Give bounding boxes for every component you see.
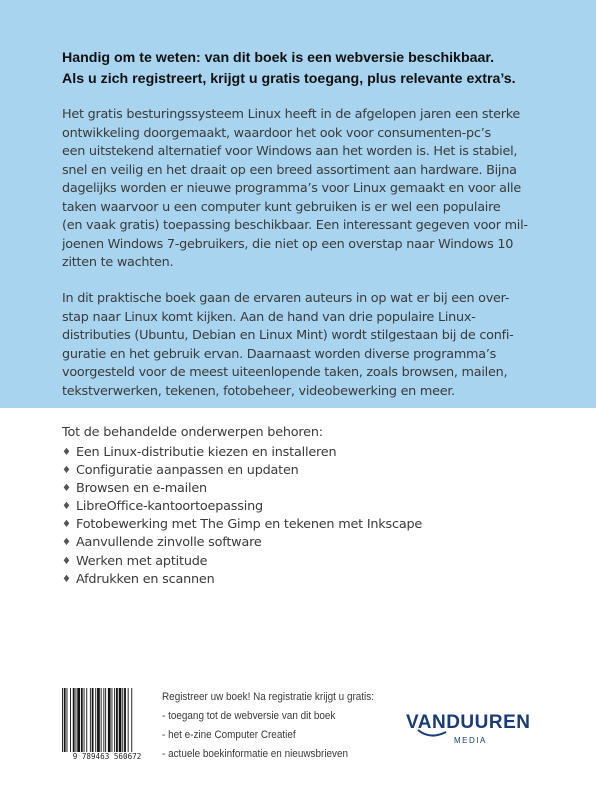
text-line: Het gratis besturingssysteem Linux heeft in de afgelopen jaren een sterke bbox=[62, 107, 521, 122]
text-line: zitten te wachten. bbox=[62, 255, 174, 270]
topics-list bbox=[62, 444, 422, 589]
diamond-bullet-icon: ♦ bbox=[62, 483, 71, 495]
logo-swoosh-icon bbox=[416, 726, 456, 740]
text-line: taken waarvoor u een computer kunt gebruiken is er wel een populaire bbox=[62, 199, 501, 215]
list-item bbox=[62, 516, 422, 534]
topics-heading: Tot de behandelde onderwerpen behoren: bbox=[62, 425, 323, 440]
diamond-bullet-icon: ♦ bbox=[62, 555, 71, 567]
text-line: ontwikkeling doorgemaakt, waardoor het ook voor consumenten-pc’s bbox=[62, 125, 491, 141]
diamond-bullet-icon: ♦ bbox=[62, 573, 71, 585]
list-item-label: Configuratie aanpassen en updaten bbox=[76, 463, 299, 479]
barcode-bars-icon bbox=[60, 688, 154, 752]
diamond-bullet-icon: ♦ bbox=[62, 537, 71, 549]
text-line: voorgesteld voor de meest uiteenlopende taken, zoals browsen, mailen, bbox=[62, 365, 508, 380]
list-item-label: Browsen en e-mailen bbox=[76, 481, 207, 497]
registration-item: - actuele boekinformatie en nieuwsbrieven bbox=[162, 748, 349, 760]
registration-item: - het e-zine Computer Creatief bbox=[162, 729, 296, 741]
list-item bbox=[62, 571, 422, 589]
intro-text bbox=[62, 48, 582, 90]
publisher-name: VANDUUREN bbox=[406, 712, 531, 733]
text-line: (en vaak gratis) toepassing beschikbaar. Een interessant gegeven voor mil- bbox=[62, 218, 528, 233]
intro-line-1: Handig om te weten: van dit boek is een webversie beschikbaar. bbox=[62, 50, 495, 66]
registration-item: - toegang tot de webversie van dit boek bbox=[162, 710, 336, 722]
list-item bbox=[62, 534, 422, 552]
list-item-label: Fotobewerking met The Gimp en tekenen met Inkscape bbox=[76, 517, 423, 533]
list-item bbox=[62, 498, 422, 516]
list-item-label: Aanvullende zinvolle software bbox=[76, 535, 262, 551]
description-paragraph-2 bbox=[62, 290, 552, 401]
text-line: stap naar Linux komt kijken. Aan de hand van drie populaire Linux- bbox=[62, 309, 476, 325]
text-line: distributies (Ubuntu, Debian en Linux Mint) wordt stilgestaan bij de confi- bbox=[62, 328, 514, 343]
text-line: snel en veilig en het draait op een breed assortiment aan hardware. Bijna bbox=[62, 162, 517, 178]
diamond-bullet-icon: ♦ bbox=[62, 447, 71, 458]
publisher-logo bbox=[396, 712, 546, 752]
text-line: een uitstekend alternatief voor Windows aan het worden is. Het is stabiel, bbox=[62, 144, 518, 159]
list-item bbox=[62, 444, 422, 462]
intro-line-2: Als u zich registreert, krijgt u gratis toegang, plus relevante extra’s. bbox=[62, 71, 516, 87]
text-line: dagelijks worden er nieuwe programma’s voor Linux gemaakt en voor alle bbox=[62, 181, 521, 196]
isbn-digits: 9 789463 560672 bbox=[60, 752, 154, 761]
list-item-label: Afdrukken en scannen bbox=[76, 571, 215, 587]
text-line: joenen Windows 7-gebruikers, die niet op een overstap naar Windows 10 bbox=[62, 236, 514, 252]
registration-info bbox=[162, 688, 392, 764]
publisher-sub: MEDIA bbox=[454, 736, 487, 745]
list-item bbox=[62, 553, 422, 571]
list-item-label: Werken met aptitude bbox=[76, 553, 208, 569]
description-paragraph-1 bbox=[62, 106, 552, 273]
list-item bbox=[62, 462, 422, 480]
registration-title: Registreer uw boek! Na registratie krijgt u gratis: bbox=[162, 691, 375, 703]
text-line: guratie en het gebruik ervan. Daarnaast worden diverse programma’s bbox=[62, 346, 497, 362]
text-line: tekstverwerken, tekenen, fotobeheer, videobewerking en meer. bbox=[62, 383, 455, 399]
list-item bbox=[62, 480, 422, 498]
list-item-label: Een Linux-distributie kiezen en installeren bbox=[76, 445, 337, 460]
diamond-bullet-icon: ♦ bbox=[62, 501, 71, 513]
diamond-bullet-icon: ♦ bbox=[62, 465, 71, 477]
text-line: In dit praktische boek gaan de ervaren auteurs in op wat er bij een over- bbox=[62, 291, 510, 306]
diamond-bullet-icon: ♦ bbox=[62, 519, 71, 531]
list-item-label: LibreOffice-kantoortoepassing bbox=[76, 499, 263, 515]
